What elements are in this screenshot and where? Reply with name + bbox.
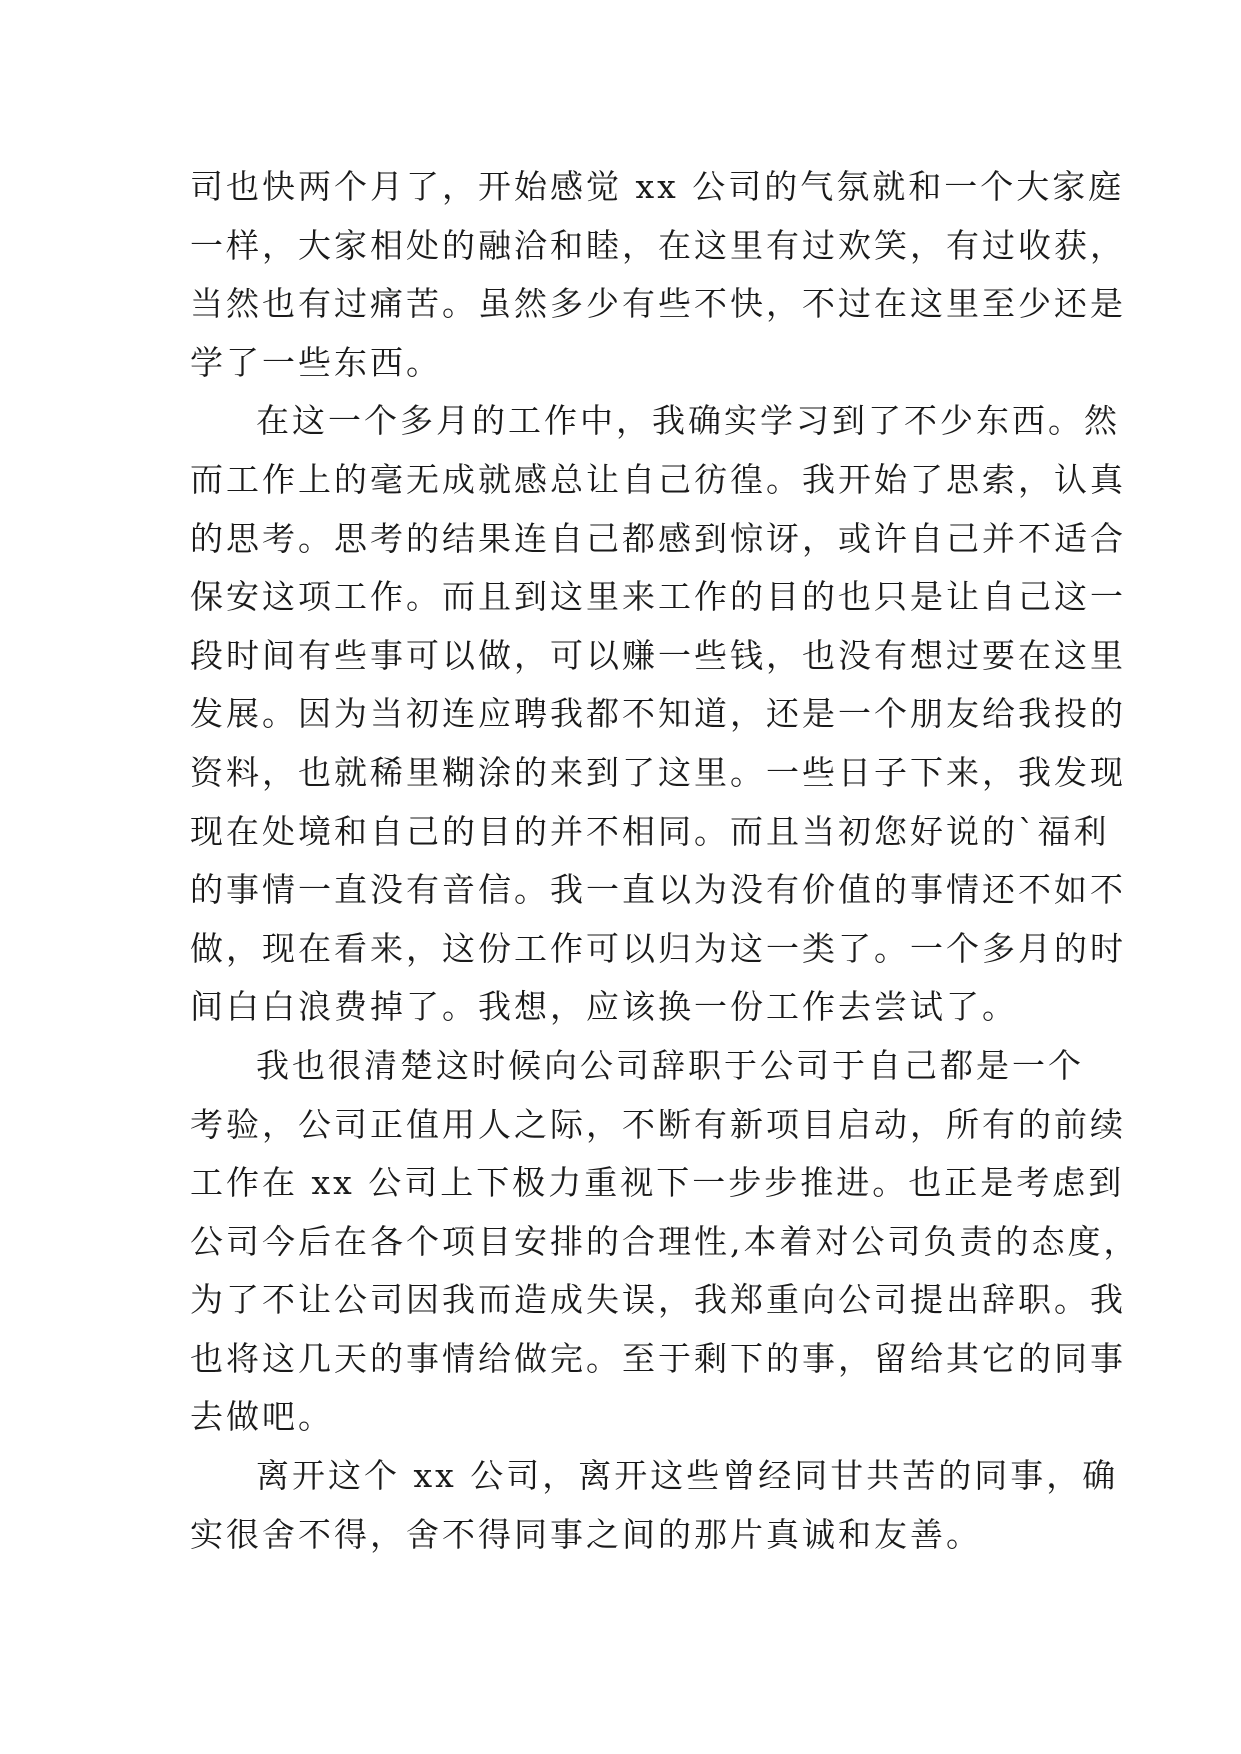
paragraph-4 bbox=[190, 1447, 1119, 1564]
text-line: 而工作上的毫无成就感总让自己彷徨。我开始了思索，认真 bbox=[190, 459, 1126, 499]
text-line: 实很舍不得，舍不得同事之间的那片真诚和友善。 bbox=[190, 1514, 982, 1554]
text-line: 做，现在看来，这份工作可以归为这一类了。一个多月的时 bbox=[190, 928, 1126, 968]
text-line: 司也快两个月了，开始感觉 xx 公司的气氛就和一个大家庭 bbox=[190, 167, 1125, 206]
text-line: 现在处境和自己的目的并不相同。而且当初您好说的`福利 bbox=[190, 811, 1110, 851]
text-line: 间白白浪费掉了。我想，应该换一份工作去尝试了。 bbox=[190, 987, 1018, 1027]
text-line: 当然也有过痛苦。虽然多少有些不快，不过在这里至少还是 bbox=[190, 284, 1126, 324]
paragraph-2 bbox=[190, 392, 1126, 1037]
text-line: 也将这几天的事情给做完。至于剩下的事，留给其它的同事 bbox=[190, 1338, 1126, 1378]
text-line: 离开这个 xx 公司，离开这些曾经同甘共苦的同事，确 bbox=[256, 1456, 1119, 1496]
document-body bbox=[190, 158, 1140, 1564]
text-line: 发展。因为当初连应聘我都不知道，还是一个朋友给我投的 bbox=[190, 694, 1126, 734]
text-line: 的事情一直没有音信。我一直以为没有价值的事情还不如不 bbox=[190, 870, 1126, 910]
text-line: 在这一个多月的工作中，我确实学习到了不少东西。然 bbox=[256, 401, 1120, 441]
text-line: 的思考。思考的结果连自己都感到惊讶，或许自己并不适合 bbox=[190, 518, 1126, 558]
paragraph-3 bbox=[190, 1037, 1140, 1447]
text-line: 一样，大家相处的融洽和睦，在这里有过欢笑，有过收获， bbox=[190, 225, 1126, 265]
text-line: 去做吧。 bbox=[190, 1397, 334, 1437]
text-line: 资料，也就稀里糊涂的来到了这里。一些日子下来，我发现 bbox=[190, 752, 1126, 792]
text-line: 保安这项工作。而且到这里来工作的目的也只是让自己这一 bbox=[190, 577, 1126, 617]
paragraph-1 bbox=[190, 158, 1126, 392]
text-line: 段时间有些事可以做，可以赚一些钱，也没有想过要在这里 bbox=[190, 635, 1126, 675]
text-line: 考验，公司正值用人之际，不断有新项目启动，所有的前续 bbox=[190, 1104, 1126, 1144]
text-line: 为了不让公司因我而造成失误，我郑重向公司提出辞职。我 bbox=[190, 1280, 1126, 1320]
text-line: 我也很清楚这时候向公司辞职于公司于自己都是一个 bbox=[256, 1045, 1084, 1085]
text-line: 学了一些东西。 bbox=[190, 342, 442, 382]
text-line: 公司今后在各个项目安排的合理性,本着对公司负责的态度， bbox=[190, 1221, 1140, 1261]
text-line: 工作在 xx 公司上下极力重视下一步步推进。也正是考虑到 bbox=[190, 1163, 1125, 1203]
